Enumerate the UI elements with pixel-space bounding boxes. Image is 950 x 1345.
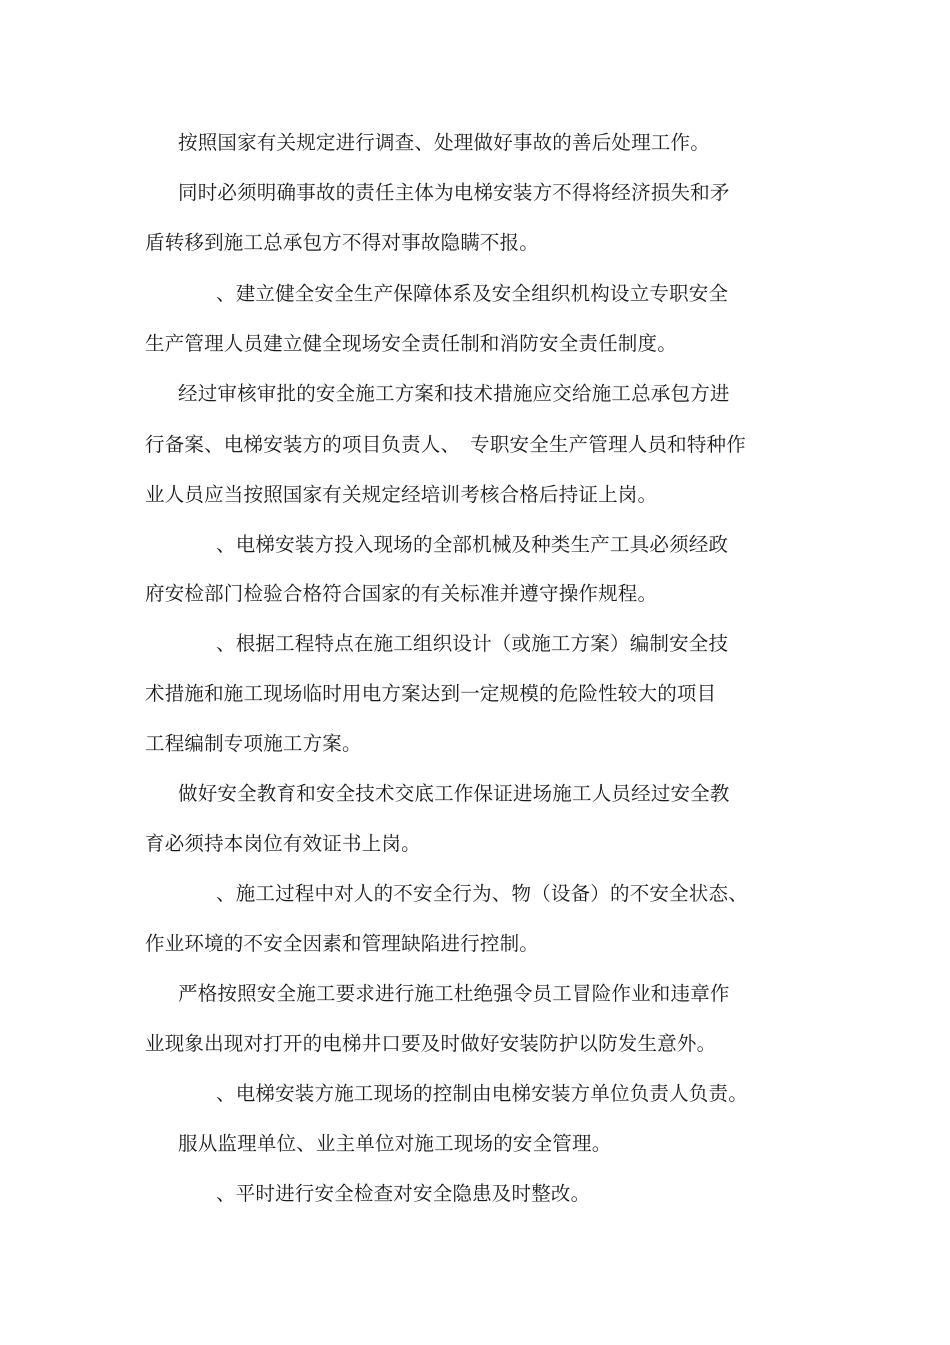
paragraph-line-13: 工程编制专项施工方案。 bbox=[145, 732, 362, 755]
paragraph-line-4: 、建立健全安全生产保障体系及安全组织机构设立专职安全 bbox=[216, 282, 729, 305]
paragraph-line-20: 、电梯安装方施工现场的控制由电梯安装方单位负责人负责。 bbox=[216, 1082, 748, 1105]
paragraph-line-15: 育必须持本岗位有效证书上岗。 bbox=[145, 832, 421, 855]
paragraph-line-14: 做好安全教育和安全技术交底工作保证进场施工人员经过安全教 bbox=[178, 782, 730, 805]
paragraph-line-8: 业人员应当按照国家有关规定经培训考核合格后持证上岗。 bbox=[145, 483, 658, 506]
paragraph-line-10: 府安检部门检验合格符合国家的有关标准并遵守操作规程。 bbox=[145, 582, 658, 605]
paragraph-line-19: 业现象出现对打开的电梯井口要及时做好安装防护以防发生意外。 bbox=[145, 1032, 717, 1055]
paragraph-line-5: 生产管理人员建立健全现场安全责任制和消防安全责任制度。 bbox=[145, 332, 677, 355]
paragraph-line-18: 严格按照安全施工要求进行施工杜绝强令员工冒险作业和违章作 bbox=[178, 982, 730, 1005]
paragraph-line-3: 盾转移到施工总承包方不得对事故隐瞒不报。 bbox=[145, 231, 540, 254]
paragraph-line-2: 同时必须明确事故的责任主体为电梯安装方不得将经济损失和矛 bbox=[178, 181, 730, 204]
paragraph-line-12: 术措施和施工现场临时用电方案达到一定规模的危险性较大的项目 bbox=[145, 682, 717, 705]
paragraph-line-11: 、根据工程特点在施工组织设计（或施工方案）编制安全技 bbox=[216, 632, 729, 655]
paragraph-line-6: 经过审核审批的安全施工方案和技术措施应交给施工总承包方进 bbox=[178, 382, 730, 405]
paragraph-line-16: 、施工过程中对人的不安全行为、物（设备）的不安全状态、 bbox=[216, 882, 748, 905]
paragraph-line-17: 作业环境的不安全因素和管理缺陷进行控制。 bbox=[145, 932, 540, 955]
paragraph-line-1: 按照国家有关规定进行调查、处理做好事故的善后处理工作。 bbox=[178, 131, 710, 154]
paragraph-line-9: 、电梯安装方投入现场的全部机械及种类生产工具必须经政 bbox=[216, 533, 729, 556]
paragraph-line-7: 行备案、电梯安装方的项目负责人、 专职安全生产管理人员和特种作 bbox=[145, 433, 746, 456]
paragraph-line-22: 、平时进行安全检查对安全隐患及时整改。 bbox=[216, 1182, 591, 1205]
paragraph-line-21: 服从监理单位、业主单位对施工现场的安全管理。 bbox=[178, 1132, 612, 1155]
